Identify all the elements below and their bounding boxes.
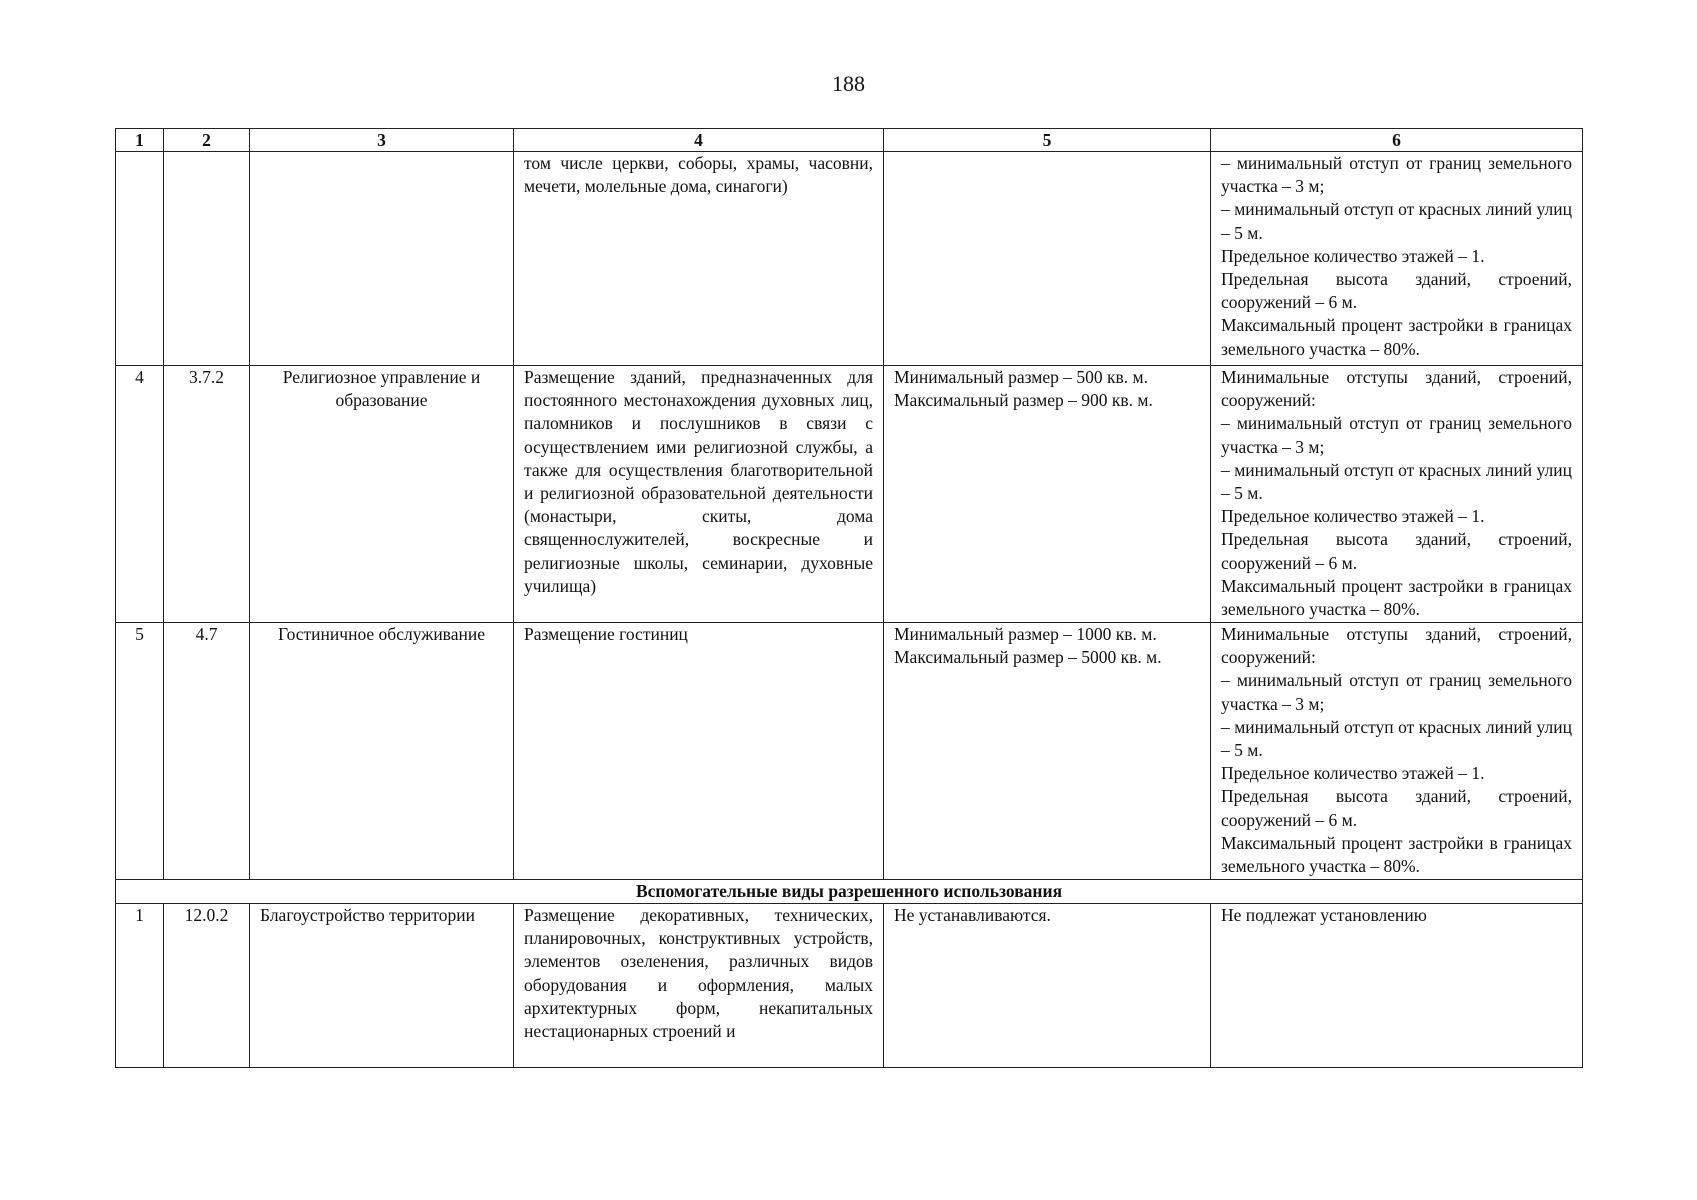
row-number: 4 — [116, 366, 164, 623]
page-number: 188 — [832, 71, 865, 96]
param-line: Предельное количество этажей – 1. — [1221, 763, 1485, 784]
size-line: Минимальный размер – 1000 кв. м. — [894, 624, 1157, 644]
row-description: Размещение гостиниц — [514, 623, 884, 880]
row-description: Размещение зданий, предназначенных для постоянного местонахождения духовных лиц, паломников и послушников в связи с осуществлением ими религиозной службы, а также для осуществления благотворительной и религиозной образовательной деятельности (монастыри, скиты, дома священнослужителей, воскресные и религиозные школы, семинарии, духовные училища) — [514, 366, 884, 623]
param-line: Максимальный процент застройки в границах земельного участка – 80%. — [1221, 832, 1572, 877]
table-header-row — [116, 129, 1583, 152]
row-number — [116, 152, 164, 366]
param-line: Предельная высота зданий, строений, сооружений – 6 м. — [1221, 786, 1572, 830]
column-header: 1 — [116, 129, 164, 152]
row-size — [884, 366, 1211, 623]
row-name: Благоустройство территории — [250, 904, 514, 1068]
size-line: Максимальный размер – 900 кв. м. — [894, 390, 1153, 411]
size-line: Максимальный размер – 5000 кв. м. — [894, 647, 1162, 668]
param-line: – минимальный отступ от красных линий улиц – 5 м. — [1221, 716, 1572, 761]
column-header: 5 — [884, 129, 1211, 152]
param-line: Минимальные отступы зданий, строений, сооружений: — [1221, 367, 1572, 411]
row-name: Гостиничное обслуживание — [250, 623, 514, 880]
column-header: 4 — [514, 129, 884, 152]
param-line: – минимальный отступ от красных линий улиц – 5 м. — [1221, 459, 1572, 504]
row-description: Размещение декоративных, технических, планировочных, конструктивных устройств, элементов озеленения, различных видов оборудования и оформления, малых архитектурных форм, некапитальных нестационарных строений и — [514, 904, 884, 1068]
param-line: Предельная высота зданий, строений, сооружений – 6 м. — [1221, 529, 1572, 573]
column-header: 2 — [164, 129, 250, 152]
size-line: Минимальный размер – 500 кв. м. — [894, 367, 1148, 387]
row-code: 12.0.2 — [164, 904, 250, 1068]
size-line: Не устанавливаются. — [894, 905, 1051, 925]
param-line: Предельное количество этажей – 1. — [1221, 245, 1485, 266]
param-line: – минимальный отступ от границ земельного участка – 3 м; — [1221, 413, 1572, 457]
row-params — [1211, 366, 1583, 623]
row-number: 1 — [116, 904, 164, 1068]
column-header: 3 — [250, 129, 514, 152]
param-line: – минимальный отступ от границ земельного участка – 3 м; — [1221, 670, 1572, 714]
row-code: 3.7.2 — [164, 366, 250, 623]
row-code — [164, 152, 250, 366]
row-number: 5 — [116, 623, 164, 880]
param-line: Предельная высота зданий, строений, сооружений – 6 м. — [1221, 269, 1572, 313]
param-line: – минимальный отступ от границ земельного участка – 3 м; — [1221, 153, 1572, 197]
param-line: Максимальный процент застройки в границах земельного участка – 80%. — [1221, 315, 1572, 359]
row-size — [884, 152, 1211, 366]
row-name: Религиозное управление и образование — [250, 366, 514, 623]
row-params — [1211, 623, 1583, 880]
section-title: Вспомогательные виды разрешенного использования — [116, 880, 1583, 904]
column-header: 6 — [1211, 129, 1583, 152]
row-code: 4.7 — [164, 623, 250, 880]
row-size — [884, 904, 1211, 1068]
param-line: – минимальный отступ от красных линий улиц – 5 м. — [1221, 199, 1572, 243]
row-params — [1211, 904, 1583, 1068]
param-line: Предельное количество этажей – 1. — [1221, 506, 1485, 527]
table-row — [116, 904, 1583, 1068]
param-line: Не подлежат установлению — [1221, 905, 1427, 925]
table-row — [116, 623, 1583, 880]
row-size — [884, 623, 1211, 880]
land-use-table — [115, 128, 1583, 1068]
table-row — [116, 366, 1583, 623]
section-row — [116, 880, 1583, 904]
row-params — [1211, 152, 1583, 366]
row-name — [250, 152, 514, 366]
param-line: Максимальный процент застройки в границах земельного участка – 80%. — [1221, 575, 1572, 620]
param-line: Минимальные отступы зданий, строений, сооружений: — [1221, 624, 1572, 668]
table-row — [116, 152, 1583, 366]
row-description: том числе церкви, соборы, храмы, часовни, мечети, молельные дома, синагоги) — [514, 152, 884, 366]
